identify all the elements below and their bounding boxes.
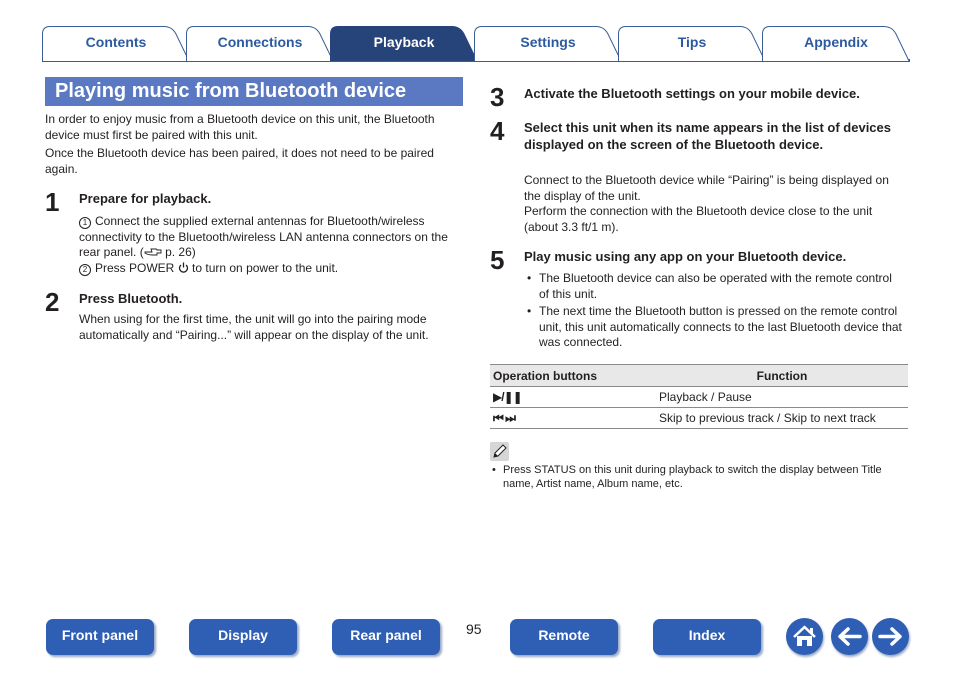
substep-2-text-a: Press POWER: [95, 261, 175, 275]
tab-tips[interactable]: [618, 26, 766, 61]
table-cell-function: Skip to previous track / Skip to next track: [656, 408, 908, 429]
substep-1-text: Connect the supplied external antennas for Bluetooth/wireless connectivity to the Bluetooth/wireless LAN antenna connectors on the rear panel.: [79, 214, 448, 259]
step-3-heading: Activate the Bluetooth settings on your mobile device.: [524, 86, 860, 101]
bullet-dot: •: [527, 304, 532, 318]
arrow-right-icon: [872, 618, 909, 655]
note-badge: [490, 442, 509, 461]
substep-number-badge: 1: [79, 217, 91, 229]
tab-bar: [42, 26, 910, 62]
reference-link[interactable]: ( p. 26): [139, 245, 196, 259]
step-1-substep-1: [79, 214, 459, 261]
note-text: [492, 463, 903, 491]
home-button[interactable]: [786, 618, 823, 655]
page-title: Playing music from Bluetooth device: [55, 80, 407, 102]
tab-label: Appendix: [804, 34, 868, 50]
substep-number-badge: 2: [79, 264, 91, 276]
skip-symbol: ⏮ ⏭: [490, 408, 656, 429]
step-2-number: 2: [45, 287, 60, 317]
table-header-function: Function: [656, 365, 908, 387]
page-title-bar: [45, 77, 463, 106]
tab-label: Playback: [373, 34, 435, 50]
power-icon: [178, 262, 189, 273]
bullet-text: The next time the Bluetooth button is pressed on the remote control unit, this unit automatically connects to the last Bluetooth device that was connected.: [539, 304, 902, 349]
step-1-number: 1: [45, 187, 60, 217]
table-row: [490, 408, 908, 429]
bullet-dot: •: [527, 271, 532, 285]
tab-playback[interactable]: [330, 26, 478, 61]
note-body: Press STATUS on this unit during playback to switch the display between Title name, Artist name, Album name, etc.: [503, 464, 882, 490]
step-3-number: 3: [490, 82, 505, 112]
tab-label: Tips: [677, 34, 707, 50]
page-number: 95: [466, 621, 482, 637]
step-4-body-2: Perform the connection with the Bluetooth device close to the unit (about 3.3 ft/1 m).: [524, 204, 873, 234]
step-4-number: 4: [490, 116, 505, 146]
step-4-body-1: Connect to the Bluetooth device while “Pairing” is being displayed on the display of the unit.: [524, 173, 889, 203]
nav-label: Front panel: [61, 627, 139, 643]
tab-label: Connections: [217, 34, 303, 50]
step-5-bullet-1: [527, 271, 905, 302]
table-header-row: [490, 365, 908, 387]
nav-label: Rear panel: [350, 627, 422, 643]
step-2-body: When using for the first time, the unit will go into the pairing mode automatically and “Pairing...” will appear on the display of the unit.: [79, 312, 429, 342]
table-cell-function: Playback / Pause: [656, 387, 908, 408]
nav-label: Display: [218, 627, 268, 643]
tab-settings[interactable]: [474, 26, 622, 61]
table-row: [490, 387, 908, 408]
tab-appendix[interactable]: [762, 26, 910, 61]
step-1-substep-2: [79, 261, 459, 277]
back-button[interactable]: [831, 618, 868, 655]
step-4-heading: Select this unit when its name appears in the list of devices displayed on the screen of the Bluetooth device.: [524, 120, 891, 152]
tab-connections[interactable]: [186, 26, 334, 61]
table-header-operation: Operation buttons: [490, 365, 656, 387]
display-button[interactable]: [189, 619, 297, 655]
home-icon: [786, 618, 823, 655]
play-pause-symbol: ▶/❚❚: [490, 387, 656, 408]
pointing-hand-icon: [144, 246, 162, 257]
pencil-icon: [490, 442, 509, 461]
operation-table: [490, 364, 908, 429]
arrow-left-icon: [831, 618, 868, 655]
intro-paragraph-1: In order to enjoy music from a Bluetooth device on this unit, the Bluetooth device must first be paired with this unit.: [45, 112, 435, 142]
step-5-heading: Play music using any app on your Bluetooth device.: [524, 249, 847, 264]
substep-2-text-b: to turn on power to the unit.: [192, 261, 339, 275]
front-panel-button[interactable]: [46, 619, 154, 655]
nav-label: Remote: [538, 627, 590, 643]
step-5-bullet-2: [527, 304, 905, 351]
step-1-heading: Prepare for playback.: [79, 191, 212, 206]
bullet-dot: •: [492, 464, 496, 476]
step-2-heading: Press Bluetooth.: [79, 291, 183, 306]
tab-contents[interactable]: [42, 26, 190, 61]
nav-label: Index: [688, 627, 726, 643]
step-5-number: 5: [490, 245, 505, 275]
bullet-text: The Bluetooth device can also be operated with the remote control of this unit.: [539, 271, 892, 301]
rear-panel-button[interactable]: [332, 619, 440, 655]
reference-page: p. 26: [165, 245, 192, 259]
tab-label: Settings: [520, 34, 576, 50]
tab-label: Contents: [85, 34, 147, 50]
intro-paragraph-2: Once the Bluetooth device has been paired, it does not need to be paired again.: [45, 146, 434, 176]
remote-button[interactable]: [510, 619, 618, 655]
forward-button[interactable]: [872, 618, 909, 655]
index-button[interactable]: [653, 619, 761, 655]
